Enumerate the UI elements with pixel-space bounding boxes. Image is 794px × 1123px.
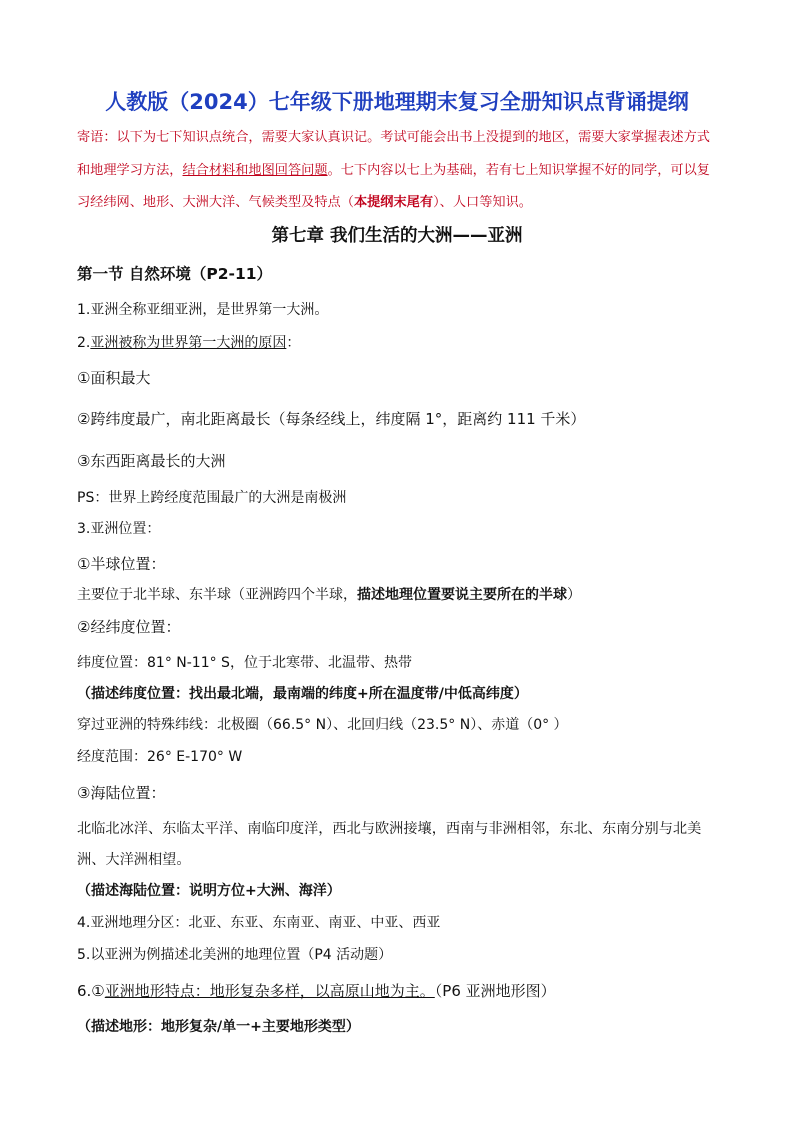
text-line-11: 纬度位置：81° N-11° S，位于北寒带、北温带、热带 (77, 655, 412, 671)
line-20-underlined: 亚洲地形特点：地形复杂多样，以高原山地为主。 (104, 982, 435, 1000)
line-2-colon: ： (286, 335, 301, 351)
chapter-heading: 第七章 我们生活的大洲——亚洲 (271, 226, 523, 246)
line-9-bold: 描述地理位置要说主要所在的半球 (357, 587, 567, 603)
text-line-4: ②跨纬度最广，南北距离最长（每条经线上，纬度隔 1°，距离约 111 千米） (77, 410, 586, 428)
foreword-text-2: 。七下内容以七上为基础，若有七上知识掌握不好的同学，可以复习经纬网、地形、大洲大洋、气候类型及特点（ (77, 162, 710, 210)
section-heading: 第一节 自然环境（P2-11） (77, 265, 273, 283)
foreword-text-3: ）、人口等知识。 (433, 195, 532, 210)
text-line-18: 4.亚洲地理分区：北亚、东亚、东南亚、南亚、中亚、西亚 (77, 915, 441, 931)
text-line-1: 1.亚洲全称亚细亚洲，是世界第一大洲。 (77, 302, 329, 318)
foreword-bold-text: 本提纲末尾有 (353, 195, 434, 210)
text-line-6: PS：世界上跨经度范围最广的大洲是南极洲 (77, 490, 347, 506)
text-line-17: （描述海陆位置：说明方位+大洲、海洋） (77, 883, 341, 899)
text-line-5: ③东西距离最长的大洲 (77, 452, 226, 470)
text-line-3: ①面积最大 (77, 369, 151, 387)
text-line-15: ③海陆位置： (77, 784, 166, 802)
foreword-underlined-text: 结合材料和地图回答问题 (182, 162, 328, 178)
line-9-text-1: 主要位于北半球、东半球（亚洲跨四个半球， (77, 587, 357, 603)
text-line-14: 经度范围：26° E-170° W (77, 749, 243, 765)
foreword-paragraph (77, 122, 717, 220)
text-line-9 (77, 585, 581, 605)
text-line-20 (77, 981, 556, 1001)
document-title: 人教版（2024）七年级下册地理期末复习全册知识点背诵提纲 (105, 90, 689, 114)
line-2-underlined: 亚洲被称为世界第一大洲的原因 (90, 335, 287, 351)
line-20-ref: （P6 亚洲地形图） (434, 982, 556, 1000)
text-line-21: （描述地形：地形复杂/单一+主要地形类型） (77, 1019, 360, 1035)
text-line-2 (77, 333, 300, 353)
line-20-number: 6.① (77, 982, 105, 1000)
foreword-text-1: 寄语：以下为七下知识点统合，需要大家认真识记。考试可能会出书上没提到的地区，需要大家掌握表述方式和地理学习方法， (77, 130, 710, 178)
line-9-text-2: ） (567, 587, 581, 603)
text-line-10: ②经纬度位置： (77, 618, 181, 636)
line-2-number: 2. (77, 335, 91, 351)
text-line-8: ①半球位置： (77, 555, 166, 573)
text-line-7: 3.亚洲位置： (77, 521, 161, 537)
text-line-19: 5.以亚洲为例描述北美洲的地理位置（P4 活动题） (77, 947, 393, 963)
text-line-12: （描述纬度位置：找出最北端，最南端的纬度+所在温度带/中低高纬度） (77, 686, 528, 702)
text-line-13: 穿过亚洲的特殊纬线：北极圈（66.5° N）、北回归线（23.5° N）、赤道（0° ） (77, 717, 568, 733)
text-line-16: 北临北冰洋、东临太平洋、南临印度洋，西北与欧洲接壤，西南与非洲相邻，东北、东南分别与北美洲、大洋洲相望。 (77, 821, 702, 868)
